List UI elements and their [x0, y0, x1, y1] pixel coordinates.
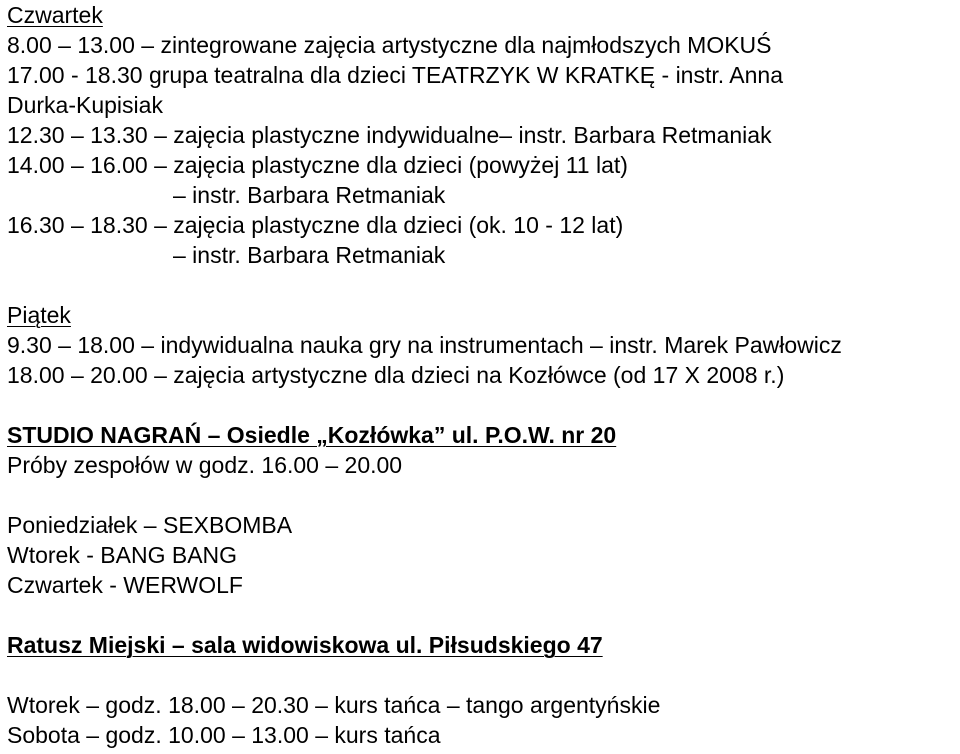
- schedule-line-instructor: – instr. Barbara Retmaniak: [173, 182, 446, 208]
- schedule-line: Durka-Kupisiak: [7, 92, 163, 118]
- day-heading-czwartek: Czwartek: [7, 2, 103, 28]
- rehearsal-hours: Próby zespołów w godz. 16.00 – 20.00: [7, 452, 403, 478]
- venue-heading-studio: STUDIO NAGRAŃ – Osiedle „Kozłówka” ul. P.O.W. nr 20: [7, 422, 617, 448]
- spacer: [7, 660, 957, 690]
- schedule-line: 12.30 – 13.30 – zajęcia plastyczne indywidualne– instr. Barbara Retmaniak: [7, 122, 772, 148]
- venue-heading-ratusz: Ratusz Miejski – sala widowiskowa ul. Piłsudskiego 47: [7, 632, 603, 658]
- spacer: [7, 480, 957, 510]
- schedule-line: Sobota – godz. 10.00 – 13.00 – kurs tańca: [7, 722, 441, 748]
- day-heading-piatek: Piątek: [7, 302, 71, 328]
- band-line: Wtorek - BANG BANG: [7, 542, 238, 568]
- schedule-line: 14.00 – 16.00 – zajęcia plastyczne dla dzieci (powyżej 11 lat): [7, 152, 628, 178]
- schedule-document: [7, 0, 957, 750]
- schedule-line: 9.30 – 18.00 – indywidualna nauka gry na instrumentach – instr. Marek Pawłowicz: [7, 332, 842, 358]
- schedule-line: 17.00 - 18.30 grupa teatralna dla dzieci TEATRZYK W KRATKĘ - instr. Anna: [7, 62, 783, 88]
- spacer: [7, 270, 957, 300]
- spacer: [7, 600, 957, 630]
- spacer: [7, 390, 957, 420]
- schedule-line: 8.00 – 13.00 – zintegrowane zajęcia artystyczne dla najmłodszych MOKUŚ: [7, 32, 772, 58]
- band-line: Czwartek - WERWOLF: [7, 572, 243, 598]
- schedule-line: 18.00 – 20.00 – zajęcia artystyczne dla dzieci na Kozłówce (od 17 X 2008 r.): [7, 362, 785, 388]
- schedule-line-instructor: – instr. Barbara Retmaniak: [173, 242, 446, 268]
- schedule-line: Wtorek – godz. 18.00 – 20.30 – kurs tańca – tango argentyńskie: [7, 692, 661, 718]
- band-line: Poniedziałek – SEXBOMBA: [7, 512, 293, 538]
- schedule-line: 16.30 – 18.30 – zajęcia plastyczne dla dzieci (ok. 10 - 12 lat): [7, 212, 624, 238]
